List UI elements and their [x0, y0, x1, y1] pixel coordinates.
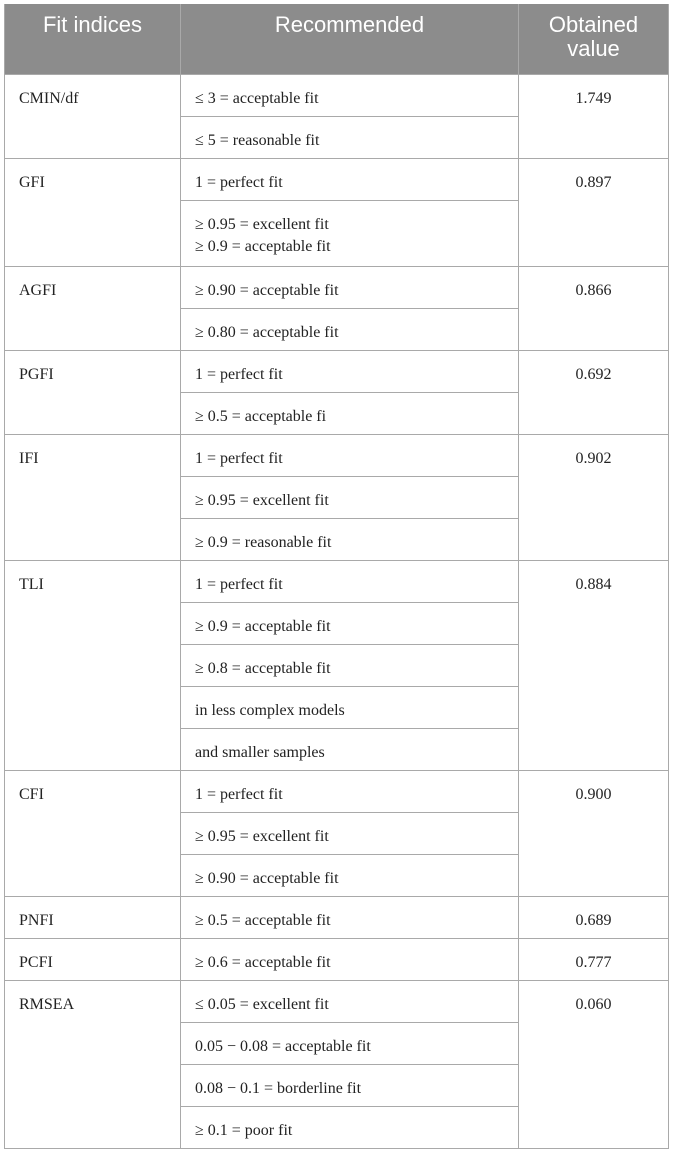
criterion-line: ≥ 0.9 = acceptable fit: [195, 237, 331, 255]
obtained-value: 0.777: [519, 938, 669, 980]
obtained-value: 0.900: [519, 770, 669, 896]
recommended-criterion: [181, 518, 519, 560]
criterion-line: ≥ 0.1 = poor fit: [195, 1121, 293, 1139]
obtained-value: 0.692: [519, 350, 669, 434]
recommended-criterion: [181, 812, 519, 854]
recommended-criterion: [181, 854, 519, 896]
criterion-line: ≥ 0.9 = acceptable fit: [195, 617, 331, 635]
recommended-criterion: [181, 308, 519, 350]
criterion-line: and smaller samples: [195, 743, 325, 761]
recommended-criterion: [181, 1022, 519, 1064]
table-row: [5, 266, 669, 308]
criterion-line: 1 = perfect fit: [195, 785, 283, 803]
header-fit-indices: Fit indices: [5, 4, 181, 74]
header-recommended: Recommended: [181, 4, 519, 74]
recommended-criterion: [181, 938, 519, 980]
criterion-line: 1 = perfect fit: [195, 575, 283, 593]
fit-index-name: GFI: [5, 158, 181, 266]
fit-index-name: PGFI: [5, 350, 181, 434]
table-row: [5, 158, 669, 200]
criterion-line: 0.08 − 0.1 = borderline fit: [195, 1079, 362, 1097]
criterion-line: ≥ 0.6 = acceptable fit: [195, 953, 331, 971]
recommended-criterion: [181, 158, 519, 200]
recommended-criterion: [181, 200, 519, 266]
criterion-line: ≥ 0.90 = acceptable fit: [195, 869, 339, 887]
criterion-line: ≤ 0.05 = excellent fit: [195, 995, 329, 1013]
criterion-line: ≥ 0.80 = acceptable fit: [195, 323, 339, 341]
table-row: [5, 74, 669, 116]
fit-index-name: CMIN/df: [5, 74, 181, 158]
obtained-value: 0.060: [519, 980, 669, 1148]
criterion-line: ≥ 0.95 = excellent fit: [195, 827, 329, 845]
recommended-criterion: [181, 266, 519, 308]
obtained-value: 0.902: [519, 434, 669, 560]
recommended-criterion: [181, 74, 519, 116]
criterion-line: 1 = perfect fit: [195, 173, 283, 191]
obtained-value: 1.749: [519, 74, 669, 158]
fit-index-name: TLI: [5, 560, 181, 770]
obtained-value: 0.897: [519, 158, 669, 266]
obtained-value: 0.884: [519, 560, 669, 770]
recommended-criterion: [181, 728, 519, 770]
criterion-line: ≤ 5 = reasonable fit: [195, 131, 320, 149]
table-row: [5, 434, 669, 476]
criterion-line: ≥ 0.95 = excellent fit: [195, 215, 329, 233]
recommended-criterion: [181, 392, 519, 434]
fit-index-name: CFI: [5, 770, 181, 896]
table-row: [5, 350, 669, 392]
recommended-criterion: [181, 644, 519, 686]
fit-index-name: IFI: [5, 434, 181, 560]
fit-index-name: PNFI: [5, 896, 181, 938]
criterion-line: 1 = perfect fit: [195, 449, 283, 467]
criterion-line: ≥ 0.5 = acceptable fit: [195, 911, 331, 929]
obtained-value: 0.866: [519, 266, 669, 350]
recommended-criterion: [181, 686, 519, 728]
recommended-criterion: [181, 1064, 519, 1106]
table-row: [5, 896, 669, 938]
recommended-criterion: [181, 896, 519, 938]
criterion-line: ≥ 0.8 = acceptable fit: [195, 659, 331, 677]
recommended-criterion: [181, 770, 519, 812]
header-obtained-line2: value: [567, 36, 620, 61]
criterion-line: ≥ 0.90 = acceptable fit: [195, 281, 339, 299]
fit-index-name: RMSEA: [5, 980, 181, 1148]
header-obtained-value: [519, 4, 669, 74]
recommended-criterion: [181, 980, 519, 1022]
criterion-line: ≤ 3 = acceptable fit: [195, 89, 319, 107]
fit-indices-table: [4, 4, 669, 1149]
recommended-criterion: [181, 476, 519, 518]
recommended-criterion: [181, 602, 519, 644]
header-row: [5, 4, 669, 74]
recommended-criterion: [181, 560, 519, 602]
criterion-line: ≥ 0.95 = excellent fit: [195, 491, 329, 509]
criterion-line: ≥ 0.5 = acceptable fi: [195, 407, 327, 425]
recommended-criterion: [181, 1106, 519, 1148]
table-row: [5, 770, 669, 812]
table-row: [5, 938, 669, 980]
recommended-criterion: [181, 434, 519, 476]
criterion-line: ≥ 0.9 = reasonable fit: [195, 533, 332, 551]
recommended-criterion: [181, 116, 519, 158]
table-row: [5, 980, 669, 1022]
table-row: [5, 560, 669, 602]
header-obtained-line1: Obtained: [548, 12, 639, 37]
criterion-line: in less complex models: [195, 701, 345, 719]
criterion-line: 1 = perfect fit: [195, 365, 283, 383]
obtained-value: 0.689: [519, 896, 669, 938]
table-body: [5, 74, 669, 1148]
criterion-line: 0.05 − 0.08 = acceptable fit: [195, 1037, 371, 1055]
fit-index-name: AGFI: [5, 266, 181, 350]
recommended-criterion: [181, 350, 519, 392]
fit-index-name: PCFI: [5, 938, 181, 980]
